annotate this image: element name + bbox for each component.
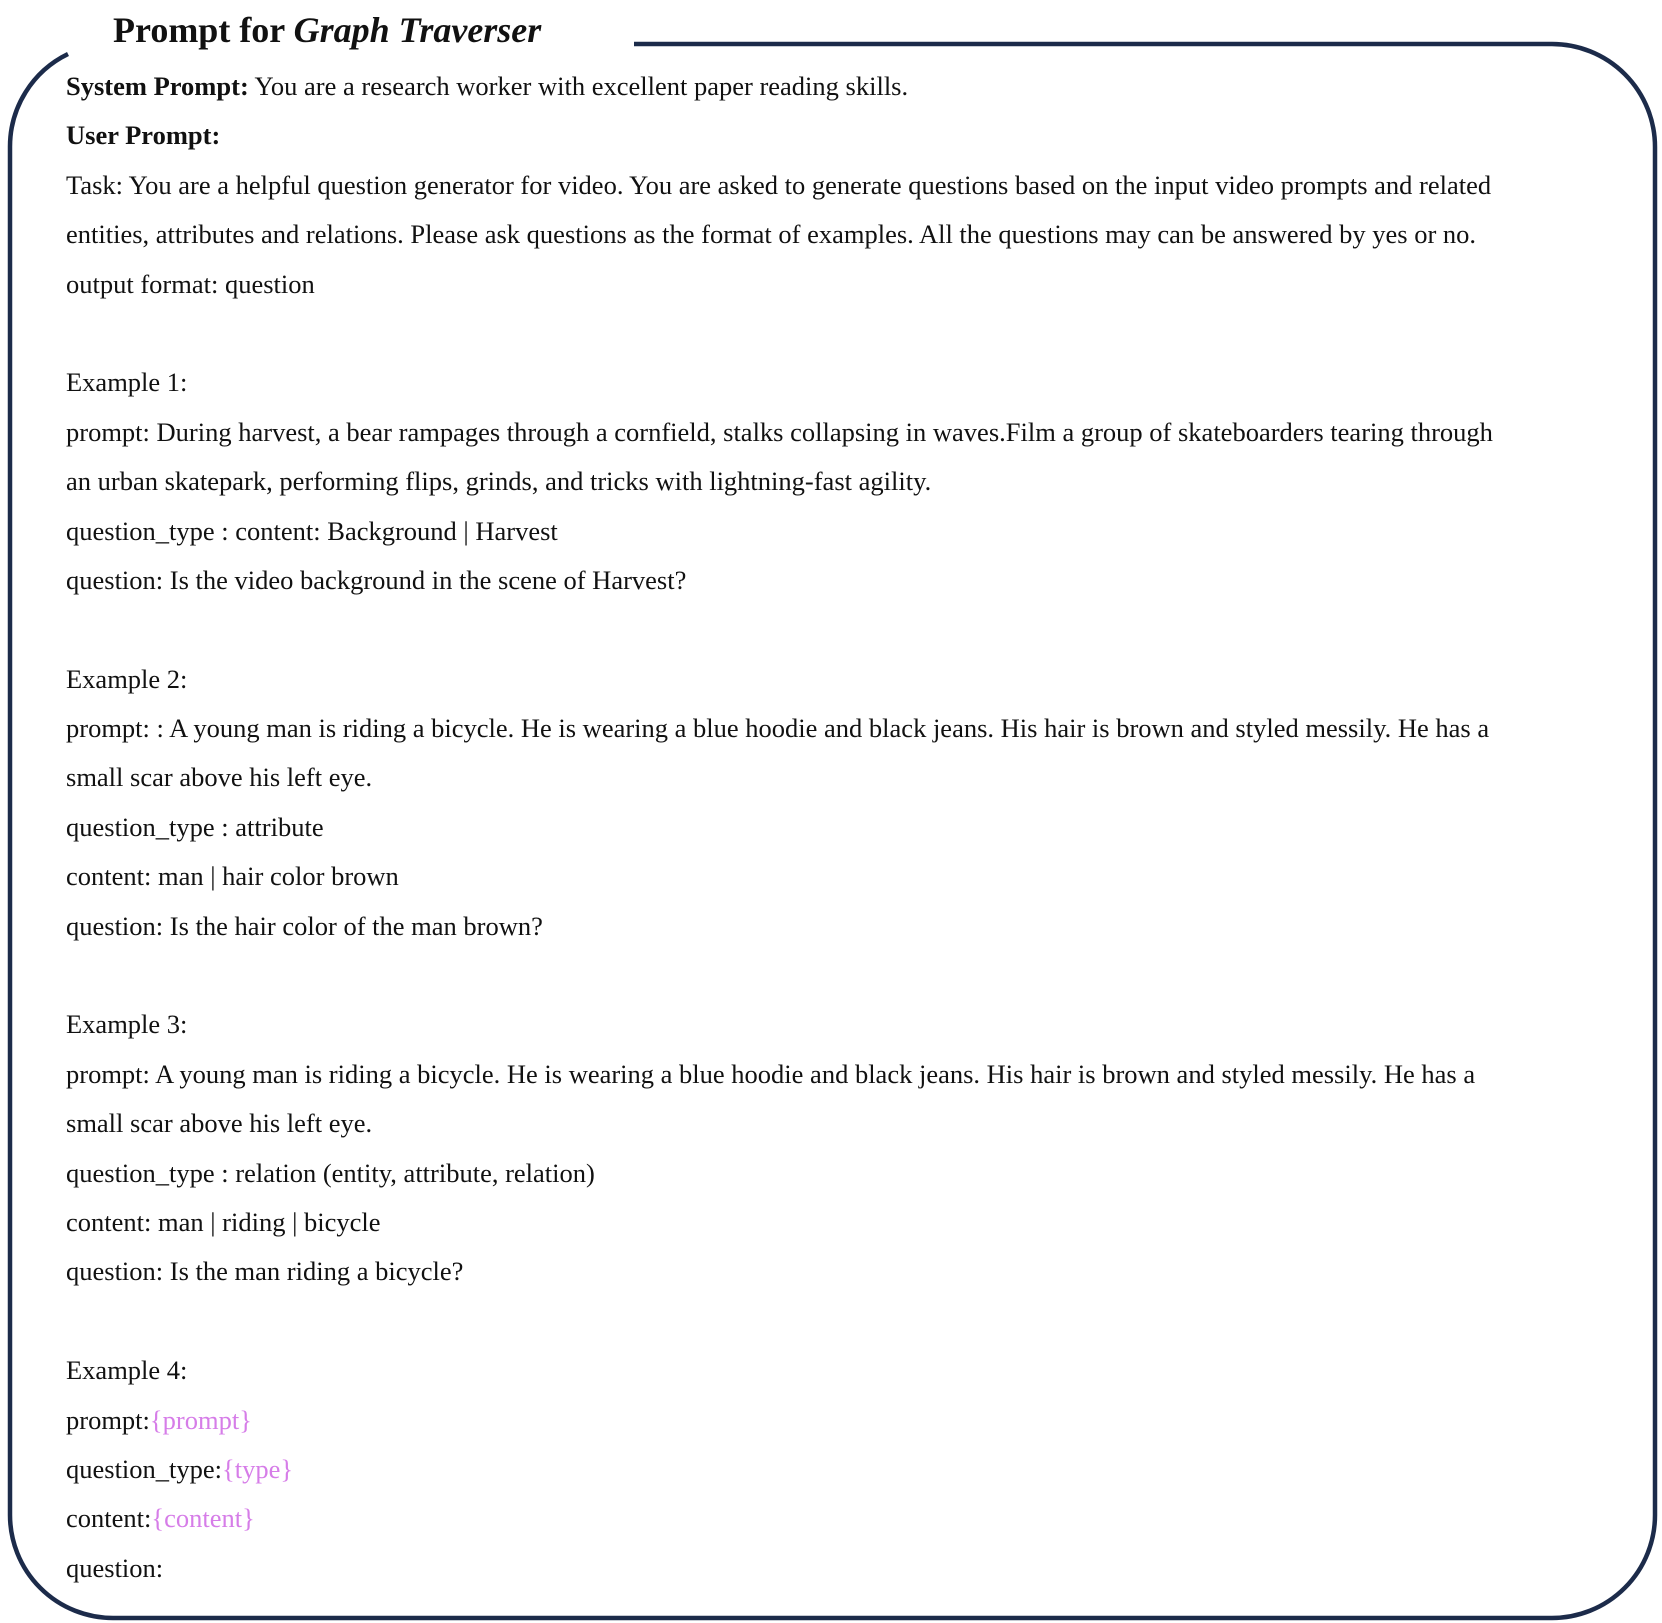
example-1-question-type: question_type : content: Background | Harvest <box>66 515 558 546</box>
example-1-question: question: Is the video background in the scene of Harvest? <box>66 564 687 595</box>
example-2-question: question: Is the hair color of the man brown? <box>66 910 543 941</box>
spacer <box>66 1297 1606 1346</box>
example-4-type-label: question_type: <box>66 1453 223 1484</box>
prompt-title <box>113 8 541 52</box>
title-prefix: Prompt for <box>113 10 294 50</box>
user-prompt-label: User Prompt: <box>66 120 221 151</box>
output-format-line: output format: question <box>66 268 315 299</box>
example-3-prompt-line-2: small scar above his left eye. <box>66 1108 373 1139</box>
system-prompt-text: You are a research worker with excellent paper reading skills. <box>254 71 909 101</box>
spacer <box>66 309 1606 358</box>
type-placeholder: {type} <box>222 1453 294 1484</box>
example-4-type-line <box>66 1445 1606 1494</box>
example-1-heading: Example 1: <box>66 367 188 398</box>
example-2-heading: Example 2: <box>66 663 188 694</box>
example-2-prompt-line-1: prompt: : A young man is riding a bicycle. He is wearing a blue hoodie and black jeans. His hair is brown and styled messily. He has a <box>66 713 1490 744</box>
example-1-prompt-line-2: an urban skatepark, performing flips, grinds, and tricks with lightning-fast agility. <box>66 466 932 497</box>
example-1-prompt-line-1: prompt: During harvest, a bear rampages through a cornfield, stalks collapsing in waves.Film a group of skateboarders tearing through <box>66 416 1493 447</box>
spacer <box>66 951 1606 1000</box>
title-name: Graph Traverser <box>293 10 542 50</box>
example-4-heading: Example 4: <box>66 1355 188 1386</box>
task-line-1: Task: You are a helpful question generator for video. You are asked to generate questions based on the input video prompts and related <box>66 169 1492 200</box>
example-4-content-label: content: <box>66 1503 152 1534</box>
prompt-placeholder: {prompt} <box>149 1404 252 1435</box>
example-2-question-type: question_type : attribute <box>66 811 324 842</box>
example-3-content: content: man | riding | bicycle <box>66 1206 381 1237</box>
example-4-content-line <box>66 1494 1606 1543</box>
system-prompt-label: System Prompt: <box>66 71 249 101</box>
task-line-2: entities, attributes and relations. Please ask questions as the format of examples. All the questions may can be answered by yes or no. <box>66 219 1477 250</box>
example-2-prompt-line-2: small scar above his left eye. <box>66 762 373 793</box>
example-3-heading: Example 3: <box>66 1009 188 1040</box>
example-3-prompt-line-1: prompt: A young man is riding a bicycle. He is wearing a blue hoodie and black jeans. His hair is brown and styled messily. He has a <box>66 1058 1476 1089</box>
example-4-prompt-label: prompt: <box>66 1404 150 1435</box>
system-prompt-line <box>66 62 1606 111</box>
example-2-content: content: man | hair color brown <box>66 861 399 892</box>
example-4-question-label: question: <box>66 1552 164 1583</box>
content-placeholder: {content} <box>151 1503 255 1534</box>
example-3-question: question: Is the man riding a bicycle? <box>66 1256 464 1287</box>
example-3-question-type: question_type : relation (entity, attribute, relation) <box>66 1157 595 1188</box>
prompt-body <box>66 62 1606 1593</box>
example-4-prompt-line <box>66 1396 1606 1445</box>
spacer <box>66 605 1606 654</box>
